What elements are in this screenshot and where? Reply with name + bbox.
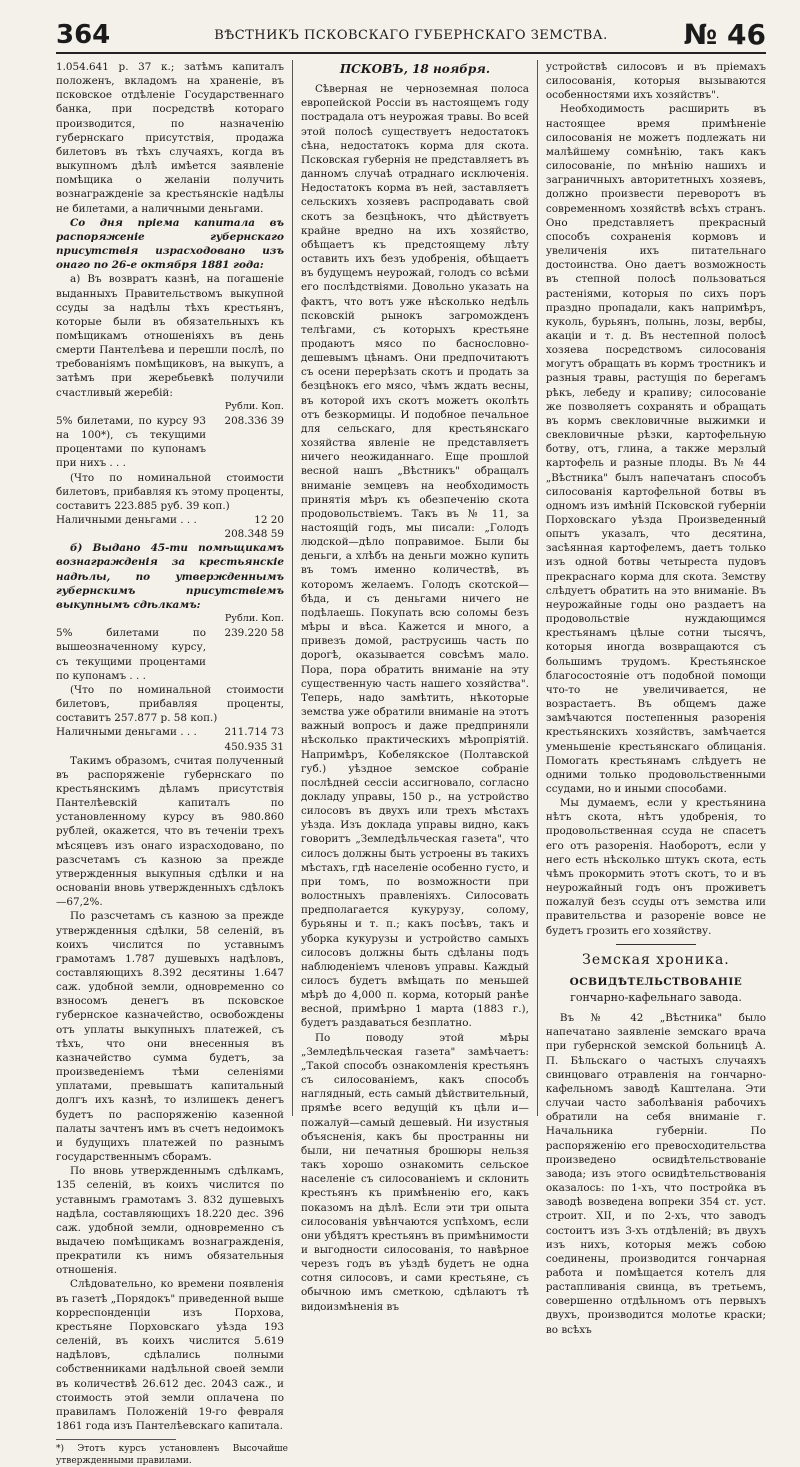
paragraph: (Что по номинальной стоимости билетовъ, прибавляя къ этому проценты, составитъ 223.885 руб. 39 коп.) [56,471,284,512]
issue-number: № 46 [683,18,766,51]
paragraph: Слѣдовательно, ко времени появленія въ газетѣ „Порядокъ" приведенной выше корреспонденціи изъ Порхова, крестьяне Порховскаго уѣзда 193 селеній, въ коихъ числится 5.619 надѣловъ, сдѣлались полными собственниками надѣльной своей земли въ количествѣ 26.612 дес. 2043 саж., и стоимость этой земли оплачена по правиламъ Положеній 19-го февраля 1861 года изъ Пантелѣевскаго капитала. [56,1278,284,1432]
account-total: 450.935 31 [224,740,284,753]
account-amount: 12 20 [254,514,284,526]
account-amount: 208.336 39 [224,414,284,427]
page-header [56,14,766,54]
paragraph: Такимъ образомъ, считая полученный въ распоряженіе губернскаго по крестьянскимъ дѣламъ присутствія Пантелѣевскій капиталъ по установленному курсу въ 980.860 рублей, окажется, что въ теченіи трехъ мѣсяцевъ изъ онаго израсходовано, по разсчетамъ съ казною за прежде утвержденныя выкупныя сдѣлки и на основаніи вновь утвержденныхъ сдѣлокъ—67,2%. [56,754,284,909]
account-line [56,513,284,527]
paragraph: Въ № 42 „Вѣстника" было напечатано заявленіе земскаго врача при губернской земской больницѣ А. П. Бѣльскаго о частыхъ случаяхъ свинцоваго отравленія на гончарно-кафельномъ заводѣ Каштелана. Эти случаи часто заболѣванія рабочихъ обратили на себя вниманіе г. Начальника губерніи. По распоряженію его превосходительства произведено освидѣтельствованіе завода; изъ этого освидѣтельствованія оказалось: по 1-хъ, что постройка въ заводѣ возведена вопреки 354 ст. уст. строит. XII, и по 2-хъ, что заводъ состоитъ изъ 3-хъ отдѣленій; въ двухъ изъ нихъ, которыя межъ собою соединены, производится гончарная работа и помѣщается котелъ для растапливанія свинца, въ третьемъ, совершенно отдѣльномъ отъ первыхъ двухъ, производится молотье краски; во всѣхъ [545,1012,766,1336]
paragraph: устройствѣ силосовъ и въ пріемахъ силосованія, которыя вызываются особенностями ихъ хозяйствъ". [545,61,766,102]
paragraph: Сѣверная не черноземная полоса европейской Россіи въ настоящемъ году пострадала отъ неурожая травы. Во всей этой полосѣ существуетъ недостатокъ сѣна, недостатокъ корма для скота. Псковская губернія не представляетъ въ данномъ случаѣ отраднаго исключенія. Недостатокъ корма въ ней, заставляетъ сельскихъ хозяевъ распродавать свой скотъ за безцѣнокъ, что дѣйствуетъ крайне вредно на ихъ хозяйство, обѣщаетъ къ предстоящему лѣту оставить ихъ безъ удобренія, обѣщаетъ въ будущемъ неурожай, голодъ со всѣми его послѣдствіями. Довольно указать на фактъ, что вотъ уже нѣсколько недѣль псковскій рынокъ загроможденъ телѣгами, съ которыхъ крестьяне продаютъ мясо по баснословно-дешевымъ цѣнамъ. Они предпочитаютъ съ осени перерѣзать скотъ и продать за безцѣнокъ его мясо, чѣмъ ждать весны, въ которой ихъ скотъ можетъ околѣть отъ безкормицы. И подобное печальное для сельскаго, для крестьянскаго хозяйства явленіе не представляетъ ничего неожиданнаго. Еще прошлой весной нашъ „Вѣстникъ" обращалъ вниманіе земцевъ на необходимость принятія мѣръ къ обезпеченію скота продовольствіемъ. Такъ въ № 11, за настоящій годъ, мы писали: „Голодъ людской—дѣло поправимое. Были бы деньги, а хлѣбъ на деньги можно купить въ томъ именно количествѣ, въ которомъ желаемъ. Голодъ скотской—бѣда, и съ деньгами ничего не подѣлаешь. Покупать всю соломы безъ мѣры и вѣса. Кажется и много, а привезъ домой, раструсишь часть по дорогѣ, оказывается совсѣмъ мало. Пора, пора обратить вниманіе на эту существенную часть нашего хозяйства". Теперь, надо замѣтить, нѣкоторые земства уже обратили вниманіе на этотъ важный вопросъ и даже предприняли нѣсколько практическихъ мѣропріятій. Напримѣръ, Кобелякское (Полтавской губ.) уѣздное земское собраніе послѣдней сессіи ассигновало, согласно докладу управы, 150 р., на устройство силосовъ въ двухъ или трехъ мѣстахъ уѣзда. Изъ доклада управы видно, какъ говоритъ „Земледѣльческая газета", что силосъ должны быть устроены въ такихъ мѣстахъ, гдѣ населеніе особенно густо, и при томъ, по возможности при волостныхъ правленіяхъ. Силосовать предполагается кукурузу, солому, бурьяны и т. п.; какъ посѣвъ, такъ и уборка кукурузы и устройство самыхъ силосовъ должны быть сдѣланы подъ наблюденіемъ членовъ управы. Каждый силосъ будетъ вмѣщать по меньшей мѣрѣ до 4,000 п. корма, который ранѣе весной, примѣрно 1 марта (1883 г.), будетъ раздаваться безплатно. [300,83,529,1030]
account-line [56,725,284,739]
account-header: Рубли. Коп. [224,400,284,412]
dateline: ПСКОВЪ, 18 ноября. [339,62,491,76]
account-label: Наличными деньгами . . . [56,514,197,526]
column-right [538,60,766,1336]
section-heading: б) Выдано 45-ти помѣщикамъ вознагражденія за крестьянскіе надѣлы, по утвержденнымъ губернскимъ присутствіемъ выкупнымъ сдѣлкамъ: [56,542,284,611]
paragraph: По вновь утвержденнымъ сдѣлкамъ, 135 селеній, въ коихъ числится по уставнымъ грамотамъ 3. 832 душевыхъ надѣла, составляющихъ 18.220 дес. 396 саж. удобной земли, одновременно съ выдачею помѣщикамъ вознагражденія, прекратили къ нимъ обязательныя отношенія. [56,1165,284,1277]
account-total: 208.348 59 [224,528,284,541]
section-rubric: Земская хроника. [582,951,730,968]
column-middle [292,60,538,1313]
article-title: ОСВИДѢТЕЛЬСТВОВАНІЕ [569,975,743,988]
account-label: 5% билетами по вышеозначенному курсу, съ текущими процентами по купонамъ . . . [56,627,206,682]
section-heading: Со дня пріема капитала въ распоряженіе губернскаго присутствія израсходовано изъ онаго по 26-е октября 1881 года: [56,216,284,272]
page-number: 364 [56,20,111,50]
account-line [56,626,284,683]
account-amount: 239.220 58 [224,627,284,640]
account-line [56,414,284,471]
paragraph: По разсчетамъ съ казною за прежде утвержденныя сдѣлки, 58 селеній, въ коихъ числится по уставнымъ грамотамъ 1.787 душевыхъ надѣловъ, составляющихъ 8.392 десятины 1.647 саж. удобной земли, одновременно со взносомъ денегъ въ псковское губернское казначейство, освобождены отъ уплаты выкупныхъ платежей, съ тѣхъ, что они внесенныя въ казначейство сумма будетъ, за произведеніемъ тѣми селеніями уплатами, превышатъ капитальный долгъ ихъ казнѣ, то излишекъ денегъ будетъ по распоряженію казенной палаты зачтенъ имъ въ счетъ недоимокъ и будущихъ платежей по разнымъ государственнымъ сборамъ. [56,910,284,1164]
column-left [56,60,292,1467]
account-label: Наличными деньгами . . . [56,726,197,739]
footnote: *) Этотъ курсъ установленъ Высочайше утвержденными правилами. [56,1439,176,1467]
journal-title: ВѢСТНИКЪ ПСКОВСКАГО ГУБЕРНСКАГО ЗЕМСТВА. [214,28,608,43]
paragraph: а) Въ возвратъ казнѣ, на погашеніе выданныхъ Правительствомъ выкупной ссуды за надѣлы тѣхъ крестьянъ, которые были въ обязательныхъ къ помѣщикамъ отношеніяхъ въ день смерти Пантелѣева и перешли послѣ, по требованіямъ помѣщиковъ, на выкупъ, а затѣмъ при жеребьевкѣ получили счастливый жеребій: [56,273,284,399]
article-columns [56,60,766,1467]
paragraph: Необходимость расширить въ настоящее время примѣненіе силосованія не можетъ подлежать ни малѣйшему сомнѣнію, такъ какъ силосованіе, по мнѣнію нашихъ и заграничныхъ авторитетныхъ хозяевъ, должно произвести переворотъ въ современномъ хозяйствѣ всѣхъ странъ. Оно представляетъ прекрасный способъ сохраненія кормовъ и увеличенія ихъ питательнаго достоинства. Оно даетъ возможность въ степной полосѣ пользоваться растеніями, которыя по сихъ поръ праздно пропадали, какъ напримѣръ, куколь, бурьянъ, полынь, лозы, вербы, акаціи и т. д. Въ нестепной полосѣ хозяева посредствомъ силосованія могутъ обращать въ кормъ тростникъ и разныя травы, растущія по берегамъ рѣкъ, лебеду и крапиву; силосованіе же позволяетъ сохранять и обращать въ кормъ свекловичные выжимки и свекловичные рѣзки, картофельную ботву, отъ, глина, а также мерзлый картофель и разные плоды. Въ № 44 „Вѣстника" былъ напечатанъ способъ силосованія картофельной ботвы въ одномъ изъ имѣній Псковской губерніи Порховскаго уѣзда Произведенный опытъ указалъ, что десятина, засѣянная картофелемъ, даетъ только изъ одной ботвы четыреста пудовъ прекраснаго корма для скота. Земству слѣдуетъ обратить на это вниманіе. Въ неурожайные годы оно раздаетъ на продовольствіе нуждающимся крестьянамъ цѣлые сотни тысячъ, которыя иногда возвращаются съ большимъ трудомъ. Крестьянское благосостояніе отъ подобной помощи что-то не увеличивается, не возрастаетъ. Въ общемъ даже замѣчаются постепенныя разоренія крестьянскихъ хозяйствъ, замѣчается уменьшеніе крестьянскаго облицанія. Помогать крестьянамъ слѣдуетъ не одними только продовольственными ссудами, но и иными способами. [545,103,766,795]
paragraph: 1.054.641 р. 37 к.; затѣмъ капиталъ положенъ, вкладомъ на храненіе, въ псковское отдѣленіе Государственнаго банка, при посредствѣ котораго производится, по назначенію губернскаго присутствія, продажа билетовъ въ тѣхъ случаяхъ, когда въ выкупномъ дѣлѣ имѣется заявленіе помѣщика о желаніи получить вознагражденіе за крестьянскіе надѣлы не билетами, а наличными деньгами. [56,61,284,215]
paragraph: Мы думаемъ, если у крестьянина нѣтъ скота, нѣтъ удобренія, то продовольственная ссуда не спасетъ его отъ разоренія. Наоборотъ, если у него есть нѣсколько штукъ скота, есть чѣмъ прокормить этотъ скотъ, то и въ неурожайный годъ онъ проживетъ пожалуй безъ ссуды отъ земства или правительства и разореніе вовсе не будетъ грозить его хозяйству. [545,797,766,937]
account-amount: 211.714 73 [224,726,284,739]
account-label: 5% билетами, по курсу 93 на 100*), съ текущими процентами по купонамъ при нихъ . . . [56,414,206,470]
paragraph: По поводу этой мѣры „Земледѣльческая газета" замѣчаетъ: „Такой способъ ознакомленія крестьянъ съ силосованіемъ, какъ способъ наглядный, есть самый дѣйствительный, прямѣе всего ведущій къ цѣли и—пожалуй—самый дешевый. Ни изустныя объясненія, какъ бы пространны ни были, ни печатныя брошюры нельзя такъ хорошо ознакомить сельское населеніе съ силосованіемъ и склонить крестьянъ къ примѣненію его, какъ показомъ на дѣлѣ. Если эти три опыта силосованія увѣнчаются успѣхомъ, если они убѣдятъ крестьянъ въ примѣнимости и выгодности силосованія, то навѣрное черезъ годъ въ уѣздѣ будетъ не одна сотня силосовъ, и сами крестьяне, съ обычною имъ сметкою, сдѣлаютъ тѣ видоизмѣненія въ [300,1031,529,1313]
article-subtitle: гончарно-кафельнаго завода. [570,991,742,1004]
paragraph: (Что по номинальной стоимости билетовъ, прибавляя проценты, составитъ 257.877 р. 58 коп.) [56,683,284,725]
account-header: Рубли. Коп. [224,613,284,625]
divider [616,944,696,945]
